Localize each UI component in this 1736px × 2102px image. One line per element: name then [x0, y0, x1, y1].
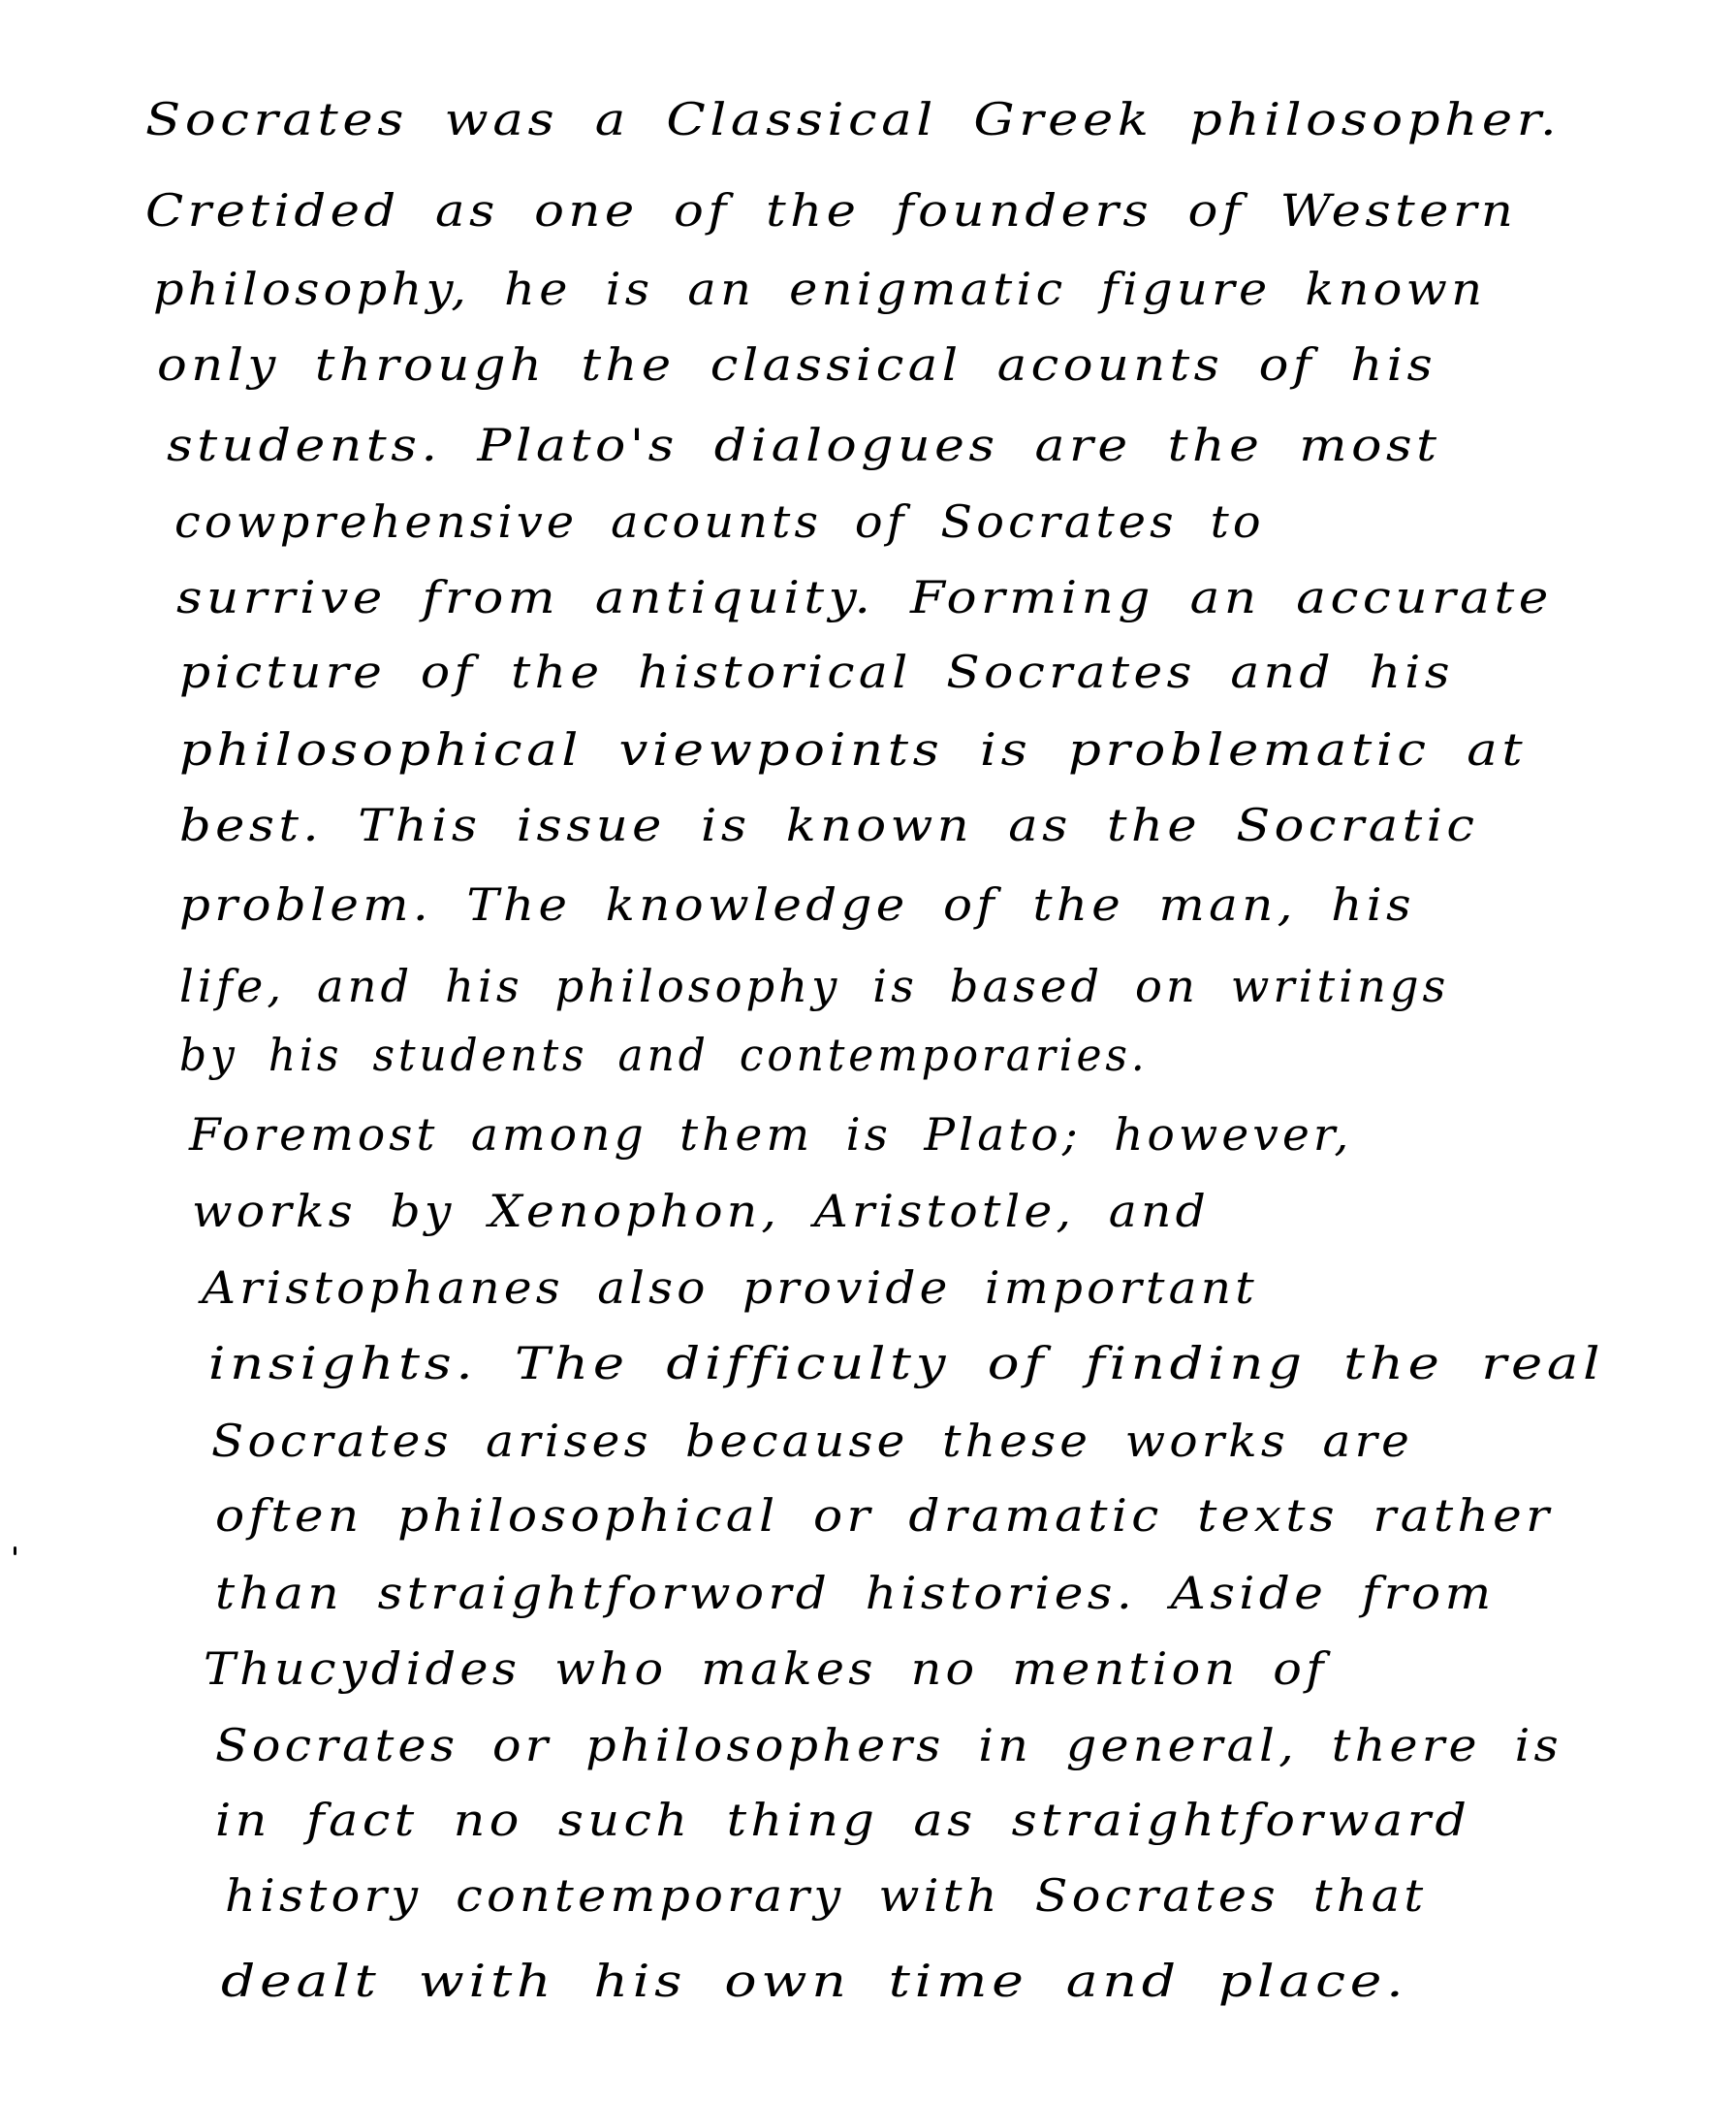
text-line: life, and his philosophy is based on writings	[179, 960, 1450, 1012]
text-line: works by Xenophon, Aristotle, and	[192, 1185, 1211, 1237]
text-line: dealt with his own time and place.	[221, 1955, 1408, 2007]
text-line: Socrates was a Classical Greek philosopher.	[145, 93, 1562, 145]
text-line: philosophical viewpoints is problematic at	[179, 723, 1528, 776]
text-line: often philosophical or dramatic texts rather	[215, 1489, 1554, 1542]
text-line: students. Plato's dialogues are the most	[167, 419, 1441, 471]
text-line: problem. The knowledge of the man, his	[179, 878, 1415, 931]
text-line: surrive from antiquity. Forming an accurate	[176, 571, 1553, 623]
text-line: Foremost among them is Plato; however,	[189, 1108, 1353, 1161]
text-line: Socrates or philosophers in general, there is	[215, 1719, 1562, 1771]
text-line: picture of the historical Socrates and his	[179, 646, 1454, 698]
text-line: Aristophanes also provide important	[202, 1261, 1258, 1314]
text-line: Thucydides who makes no mention of	[204, 1642, 1328, 1695]
text-line: cowprehensive acounts of Socrates to	[174, 495, 1265, 548]
text-line: by his students and contemporaries.	[179, 1029, 1149, 1081]
text-line: only through the classical acounts of his	[157, 338, 1437, 391]
text-line: than straightforword histories. Aside from	[215, 1567, 1496, 1619]
text-line: insights. The difficulty of finding the real	[208, 1337, 1605, 1389]
text-line: Socrates arises because these works are	[211, 1415, 1414, 1467]
text-line: philosophy, he is an enigmatic figure known	[153, 263, 1487, 315]
text-line: history contemporary with Socrates that	[225, 1869, 1428, 1922]
text-line: in fact no such thing as straightforward	[215, 1794, 1471, 1846]
text-line: best. This issue is known as the Socratic	[179, 799, 1479, 851]
text-line: Cretided as one of the founders of Western	[145, 184, 1518, 237]
scan-speck	[14, 1546, 16, 1555]
